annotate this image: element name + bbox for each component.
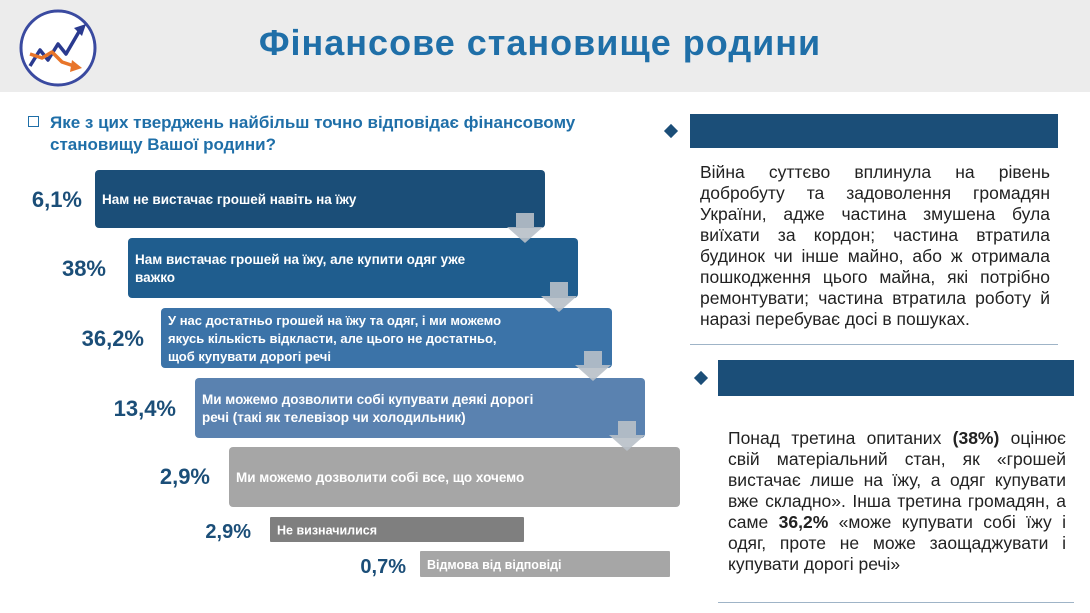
response-label: У нас достатньо грошей на їжу та одяг, і ми можемо якусь кількість відкласти, але цього не достатньо, щоб купувати дорогі речі: [168, 313, 502, 364]
page-title: Фінансове становище родини: [258, 22, 822, 63]
response-label: Відмова від відповіді: [427, 558, 562, 572]
side-panel-2-text: Понад третина опитаних (38%) оцінює свій матеріальний стан, як «грошей вистачає лише на їжу, а одяг купувати вже складно». Інша третина громадян, а саме 36,2% «може купувати собі їжу і одяг, проте не може заощаджувати і купувати дорогі речі»: [728, 428, 1066, 574]
percent-value-label: 13,4%: [113, 396, 176, 421]
response-label: Не визначилися: [277, 523, 378, 538]
response-bar: [128, 238, 578, 298]
percent-value-label: 2,9%: [159, 464, 210, 489]
response-label: Ми можемо дозволити собі купувати деякі дорогі речі (такі як телевізор чи холодильник): [202, 392, 534, 425]
side-panel-1-header-bar: [690, 114, 1058, 148]
percent-value-label: 36,2%: [81, 326, 144, 351]
response-label: Нам вистачає грошей на їжу, але купити одяг уже важко: [135, 252, 466, 285]
side-panel-2-divider: [718, 602, 1074, 603]
percent-value-label: 38%: [61, 256, 106, 281]
response-bar: [195, 378, 645, 438]
percent-value-label: 6,1%: [31, 187, 82, 212]
question-text: Яке з цих тверджень найбільш точно відповідає фінансовому становищу Вашої родини?: [50, 113, 576, 154]
response-label: Нам не вистачає грошей навіть на їжу: [102, 192, 357, 207]
side-panel-2-header-bar: [718, 360, 1074, 396]
side-panel-1-text: Війна суттєво вплинула на рівень добробуту та задоволення громадян України, адже частина змушена була виїхати за кордон; частина втратила будинок чи інше майно, або ж отримала пошкодження цього майна, які потрібно ремонтувати; частина втратила роботу й наразі перебуває досі в пошуках.: [700, 162, 1050, 329]
percent-value-label: 0,7%: [360, 556, 406, 578]
side-panel-1-divider: [690, 344, 1058, 345]
response-label: Ми можемо дозволити собі все, що хочемо: [236, 470, 525, 485]
percent-value-label: 2,9%: [205, 521, 251, 543]
